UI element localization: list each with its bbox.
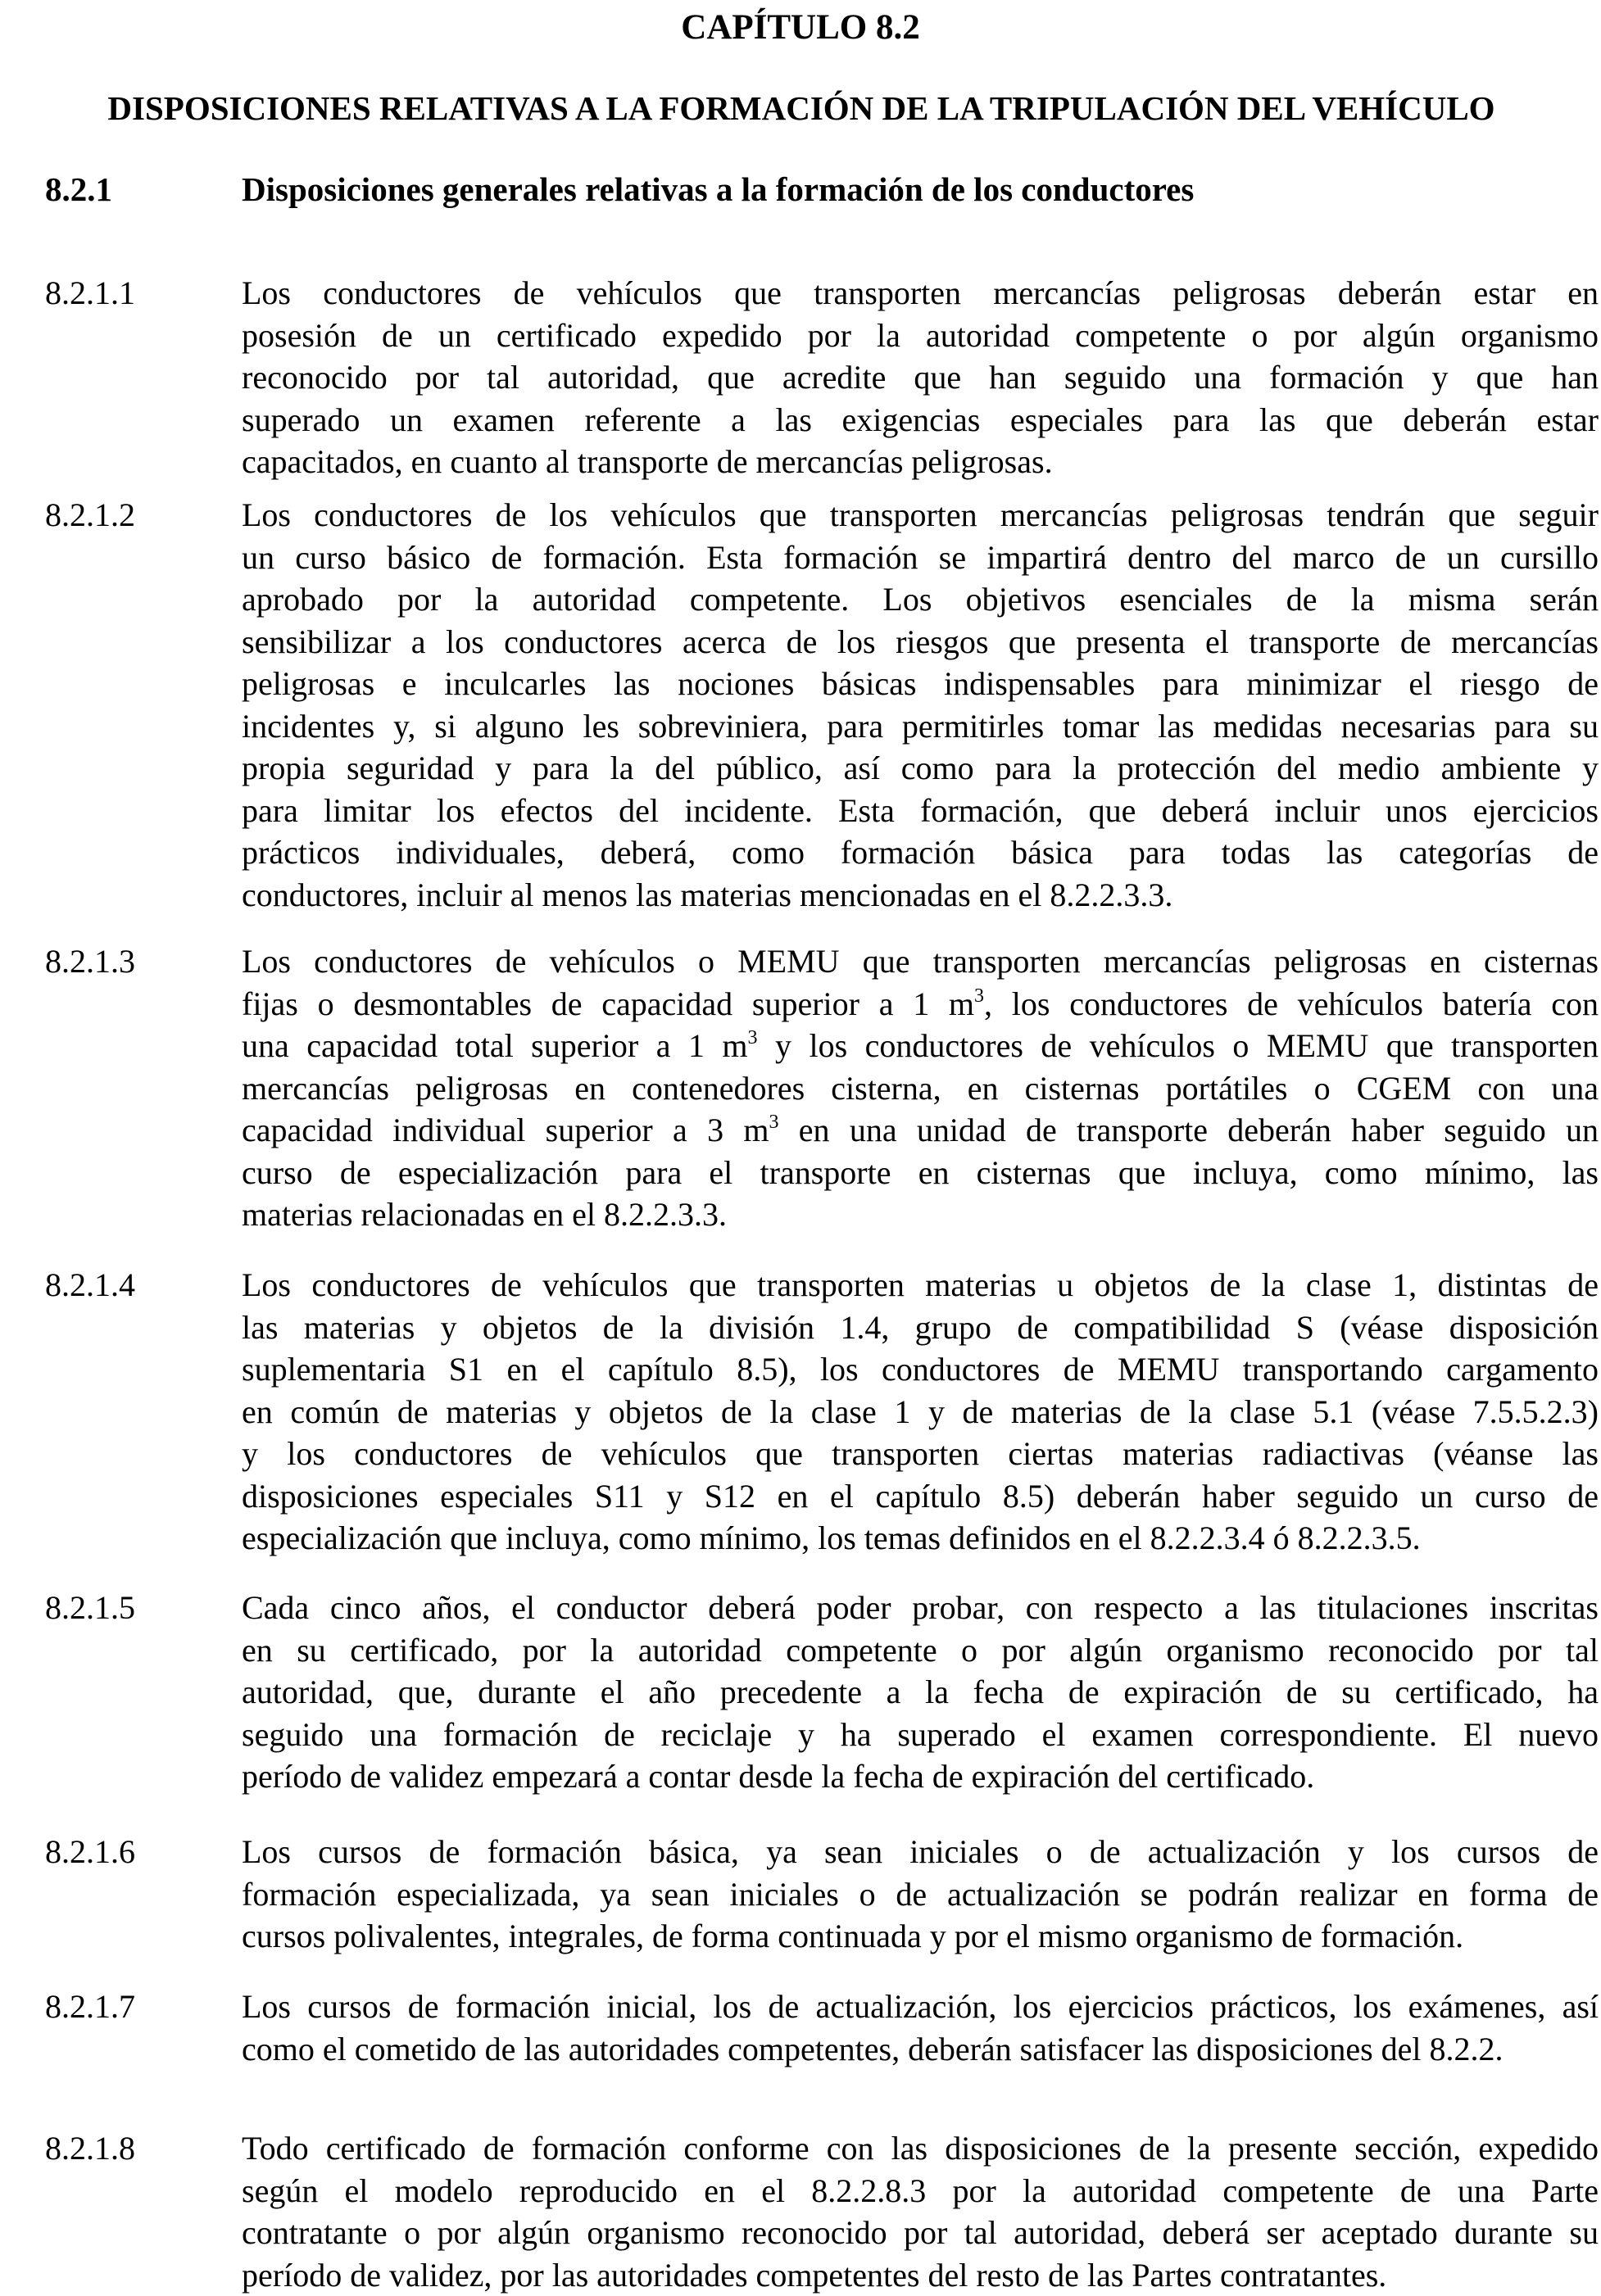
text-line: mercancías peligrosas en contenedores cisterna, en cisternas portátiles o CGEM con una (242, 1067, 1599, 1110)
text-line: Los cursos de formación inicial, los de actualización, los ejercicios prácticos, los exámenes, así (242, 1986, 1599, 2028)
text-line: formación especializada, ya sean iniciales o de actualización se podrán realizar en forma de (242, 1873, 1599, 1916)
text-line: Los cursos de formación básica, ya sean iniciales o de actualización y los cursos de (242, 1831, 1599, 1873)
paragraph-body (242, 940, 1599, 1236)
text-line: según el modelo reproducido en el 8.2.2.8.3 por la autoridad competente de una Parte (242, 2170, 1599, 2212)
text-line: para limitar los efectos del incidente. Esta formación, que deberá incluir unos ejercicios (242, 790, 1599, 832)
paragraph-number: 8.2.1.2 (45, 494, 135, 537)
paragraph-body (242, 2127, 1599, 2296)
text-line: Los conductores de vehículos que transporten materias u objetos de la clase 1, distintas de (242, 1264, 1599, 1307)
text-line: cursos polivalentes, integrales, de forma continuada y por el mismo organismo de formación. (242, 1915, 1599, 1958)
paragraph-number: 8.2.1.5 (45, 1587, 135, 1629)
paragraph-number: 8.2.1.7 (45, 1986, 135, 2028)
text-line: posesión de un certificado expedido por la autoridad competente o por algún organismo (242, 315, 1599, 357)
text-line: prácticos individuales, deberá, como formación básica para todas las categorías de (242, 831, 1599, 874)
text-line: propia seguridad y para la del público, así como para la protección del medio ambiente y (242, 747, 1599, 790)
paragraph-body (242, 1264, 1599, 1560)
text-line: especialización que incluya, como mínimo, los temas definidos en el 8.2.2.3.4 ó 8.2.2.3.5. (242, 1517, 1599, 1560)
chapter-title: CAPÍTULO 8.2 (0, 5, 1601, 51)
text-line: contratante o por algún organismo reconocido por tal autoridad, deberá ser aceptado durante su (242, 2212, 1599, 2254)
text-line: Los conductores de vehículos o MEMU que transporten mercancías peligrosas en cisternas (242, 940, 1599, 983)
text-line: Cada cinco años, el conductor deberá poder probar, con respecto a las titulaciones inscritas (242, 1587, 1599, 1629)
text-line: reconocido por tal autoridad, que acredite que han seguido una formación y que han (242, 356, 1599, 399)
text-line: autoridad, que, durante el año precedente a la fecha de expiración de su certificado, ha (242, 1671, 1599, 1714)
section-number: 8.2.1 (45, 166, 112, 212)
text-line: conductores, incluir al menos las materias mencionadas en el 8.2.2.3.3. (242, 874, 1599, 917)
text-line: aprobado por la autoridad competente. Los objetivos esenciales de la misma serán (242, 578, 1599, 621)
text-line: capacidad individual superior a 3 $m^3$ en una unidad de transporte deberán haber seguido un (242, 1109, 1599, 1152)
text-line: una capacidad total superior a 1 $m^3$ y los conductores de vehículos o MEMU que transporten (242, 1025, 1599, 1067)
text-line: período de validez, por las autoridades competentes del resto de las Partes contratantes. (242, 2254, 1599, 2296)
text-line: Los conductores de los vehículos que transporten mercancías peligrosas tendrán que seguir (242, 494, 1599, 537)
text-line: Todo certificado de formación conforme con las disposiciones de la presente sección, expedido (242, 2127, 1599, 2170)
text-line: incidentes y, si alguno les sobreviniera, para permitirles tomar las medidas necesarias para su (242, 705, 1599, 748)
paragraph-number: 8.2.1.8 (45, 2127, 135, 2170)
paragraph-body (242, 272, 1599, 483)
text-line: superado un examen referente a las exigencias especiales para las que deberán estar (242, 399, 1599, 442)
text-line: seguido una formación de reciclaje y ha superado el examen correspondiente. El nuevo (242, 1714, 1599, 1756)
text-line: materias relacionadas en el 8.2.2.3.3. (242, 1193, 1599, 1236)
text-line: curso de especialización para el transporte en cisternas que incluya, como mínimo, las (242, 1152, 1599, 1194)
text-line: sensibilizar a los conductores acerca de los riesgos que presenta el transporte de mercancías (242, 621, 1599, 663)
text-line: un curso básico de formación. Esta formación se impartirá dentro del marco de un cursillo (242, 537, 1599, 579)
text-line: período de validez empezará a contar desde la fecha de expiración del certificado. (242, 1755, 1599, 1798)
text-line: y los conductores de vehículos que transporten ciertas materias radiactivas (véanse las (242, 1433, 1599, 1475)
text-line: en su certificado, por la autoridad competente o por algún organismo reconocido por tal (242, 1629, 1599, 1672)
paragraph-body (242, 1986, 1599, 2070)
text-line: las materias y objetos de la división 1.4, grupo de compatibilidad S (véase disposición (242, 1307, 1599, 1349)
paragraph-body (242, 1831, 1599, 1958)
paragraph-number: 8.2.1.3 (45, 940, 135, 983)
text-line: capacitados, en cuanto al transporte de mercancías peligrosas. (242, 441, 1599, 483)
text-line: fijas o desmontables de capacidad superior a 1 $m^3$, los conductores de vehículos batería con (242, 983, 1599, 1026)
paragraph-body (242, 494, 1599, 916)
chapter-subtitle: DISPOSICIONES RELATIVAS A LA FORMACIÓN DE LA TRIPULACIÓN DEL VEHÍCULO (39, 85, 1563, 131)
paragraph-number: 8.2.1.1 (45, 272, 135, 315)
text-line: como el cometido de las autoridades competentes, deberán satisfacer las disposiciones del 8.2.2. (242, 2028, 1599, 2071)
text-line: suplementaria S1 en el capítulo 8.5), los conductores de MEMU transportando cargamento (242, 1348, 1599, 1391)
text-line: peligrosas e inculcarles las nociones básicas indispensables para minimizar el riesgo de (242, 663, 1599, 705)
paragraph-body (242, 1587, 1599, 1798)
text-line: en común de materias y objetos de la clase 1 y de materias de la clase 5.1 (véase 7.5.5.2.3) (242, 1391, 1599, 1433)
section-title: Disposiciones generales relativas a la formación de los conductores (242, 166, 1194, 212)
text-line: disposiciones especiales S11 y S12 en el capítulo 8.5) deberán haber seguido un curso de (242, 1475, 1599, 1518)
text-line: Los conductores de vehículos que transporten mercancías peligrosas deberán estar en (242, 272, 1599, 315)
paragraph-number: 8.2.1.6 (45, 1831, 135, 1873)
paragraph-number: 8.2.1.4 (45, 1264, 135, 1307)
